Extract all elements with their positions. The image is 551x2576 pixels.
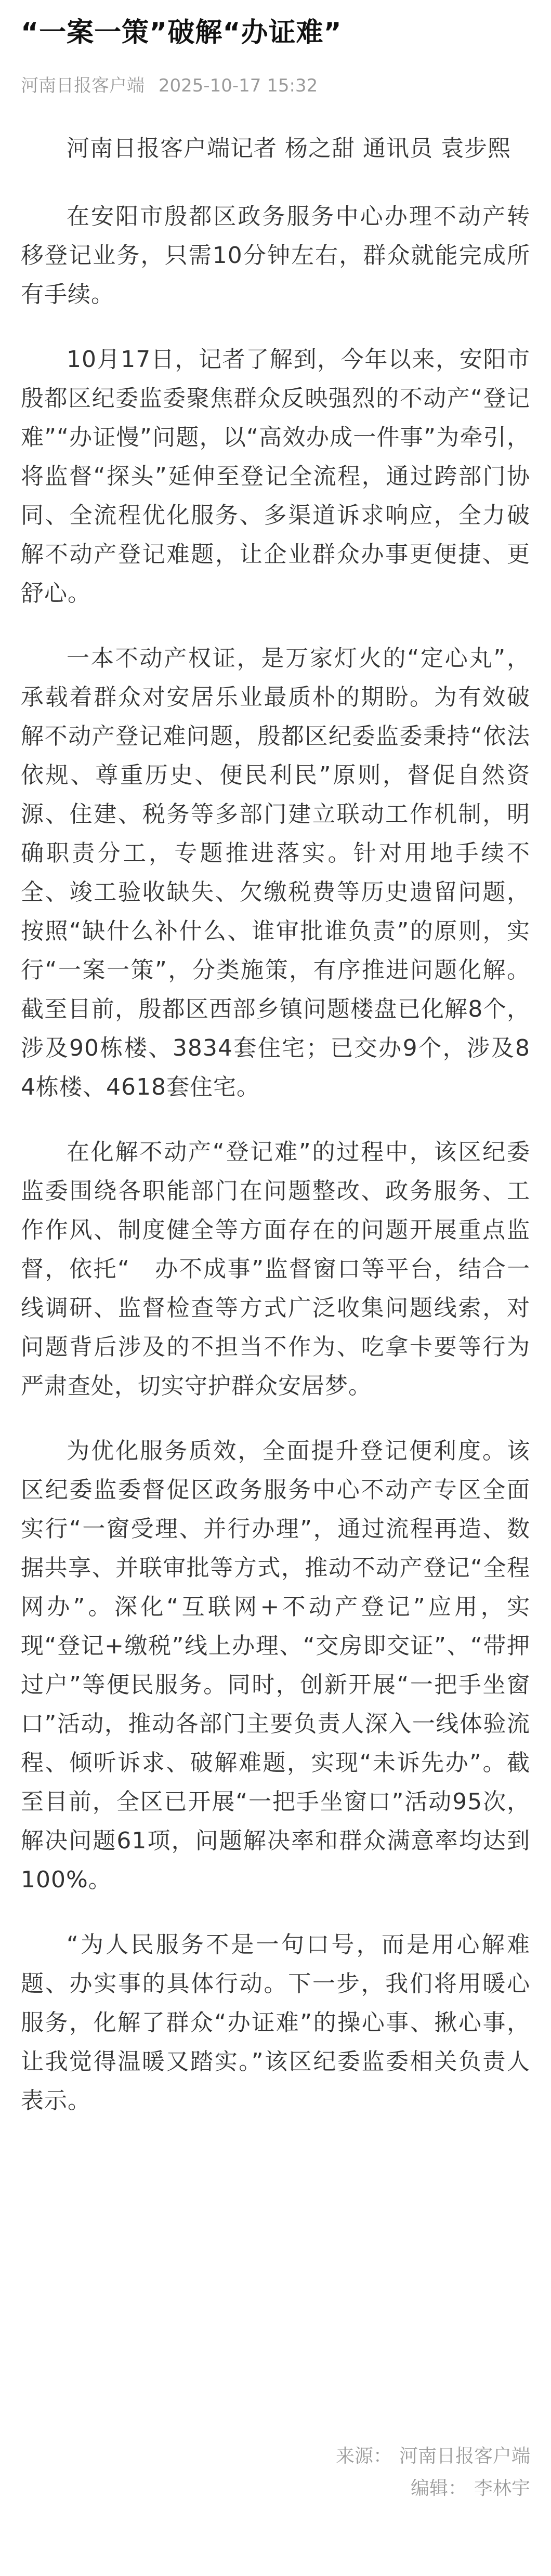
article-paragraph-6: “为人民服务不是一句口号，而是用心解难题、办实事的具体行动。下一步，我们将用暖心服务，化解了群众“办证难”的操心事、揪心事，让我觉得温暖又踏实。”该区纪委监委相关负责人表示。 bbox=[21, 1931, 530, 2114]
article-title: “一案一策”破解“办证难” bbox=[21, 17, 342, 48]
publish-datetime: 2025-10-17 15:32 bbox=[158, 75, 318, 96]
article-body bbox=[21, 129, 530, 2120]
footer-editor-value: 李林宇 bbox=[474, 2478, 530, 2499]
footer-source-line bbox=[336, 2440, 530, 2473]
article-byline: 河南日报客户端记者 杨之甜 通讯员 袁步熙 bbox=[67, 135, 511, 162]
article-paragraph-3: 一本不动产权证，是万家灯火的“定心丸”，承载着群众对安居乐业最质朴的期盼。为有效破解不动产登记难问题，殷都区纪委监委秉持“依法依规、尊重历史、便民利民”原则，督促自然资源、住建、税务等多部门建立联动工作机制，明确职责分工，专题推进落实。针对用地手续不全、竣工验收缺失、欠缴税费等历史遗留问题，按照“缺什么补什么、谁审批谁负责”的原则，实行“一案一策”，分类施策，有序推进问题化解。截至目前，殷都区西部乡镇问题楼盘已化解8个，涉及90栋楼、3834套住宅；已交办9个，涉及84栋楼、4618套住宅。 bbox=[21, 645, 530, 1100]
article-meta bbox=[21, 73, 530, 99]
footer-source-label: 来源： bbox=[335, 2446, 392, 2467]
article-footer bbox=[336, 2440, 530, 2505]
footer-source-value: 河南日报客户端 bbox=[399, 2446, 530, 2467]
footer-editor-line bbox=[336, 2473, 530, 2505]
publisher-name[interactable]: 河南日报客户端 bbox=[21, 75, 145, 96]
article-paragraph-4: 在化解不动产“登记难”的过程中，该区纪委监委围绕各职能部门在问题整改、政务服务、工作作风、制度健全等方面存在的问题开展重点监督，依托“ 办不成事”监督窗口等平台，结合一线调研、监督检查等方式广泛收集问题线索，对问题背后涉及的不担当不作为、吃拿卡要等行为严肃查处，切实守护群众安居梦。 bbox=[21, 1139, 530, 1399]
article-paragraph-5: 为优化服务质效，全面提升登记便利度。该区纪委监委督促区政务服务中心不动产专区全面实行“一窗受理、并行办理”，通过流程再造、数据共享、并联审批等方式，推动不动产登记“全程网办”。深化“互联网+不动产登记”应用，实现“登记+缴税”线上办理、“交房即交证”、“带押过户”等便民服务。同时，创新开展“一把手坐窗口”活动，推动各部门主要负责人深入一线体验流程、倾听诉求、破解难题，实现“未诉先办”。截至目前，全区已开展“一把手坐窗口”活动95次，解决问题61项，问题解决率和群众满意率均达到100%。 bbox=[21, 1438, 530, 1893]
footer-editor-label: 编辑： bbox=[410, 2478, 467, 2499]
article-paragraph-2: 10月17日，记者了解到，今年以来，安阳市殷都区纪委监委聚焦群众反映强烈的不动产“登记难”“办证慢”问题，以“高效办成一件事”为牵引，将监督“探头”延伸至登记全流程，通过跨部门协同、全流程优化服务、多渠道诉求响应，全力破解不动产登记难题，让企业群众办事更便捷、更舒心。 bbox=[21, 346, 530, 607]
article-paragraph-1: 在安阳市殷都区政务服务中心办理不动产转移登记业务，只需10分钟左右，群众就能完成所有手续。 bbox=[21, 203, 530, 308]
